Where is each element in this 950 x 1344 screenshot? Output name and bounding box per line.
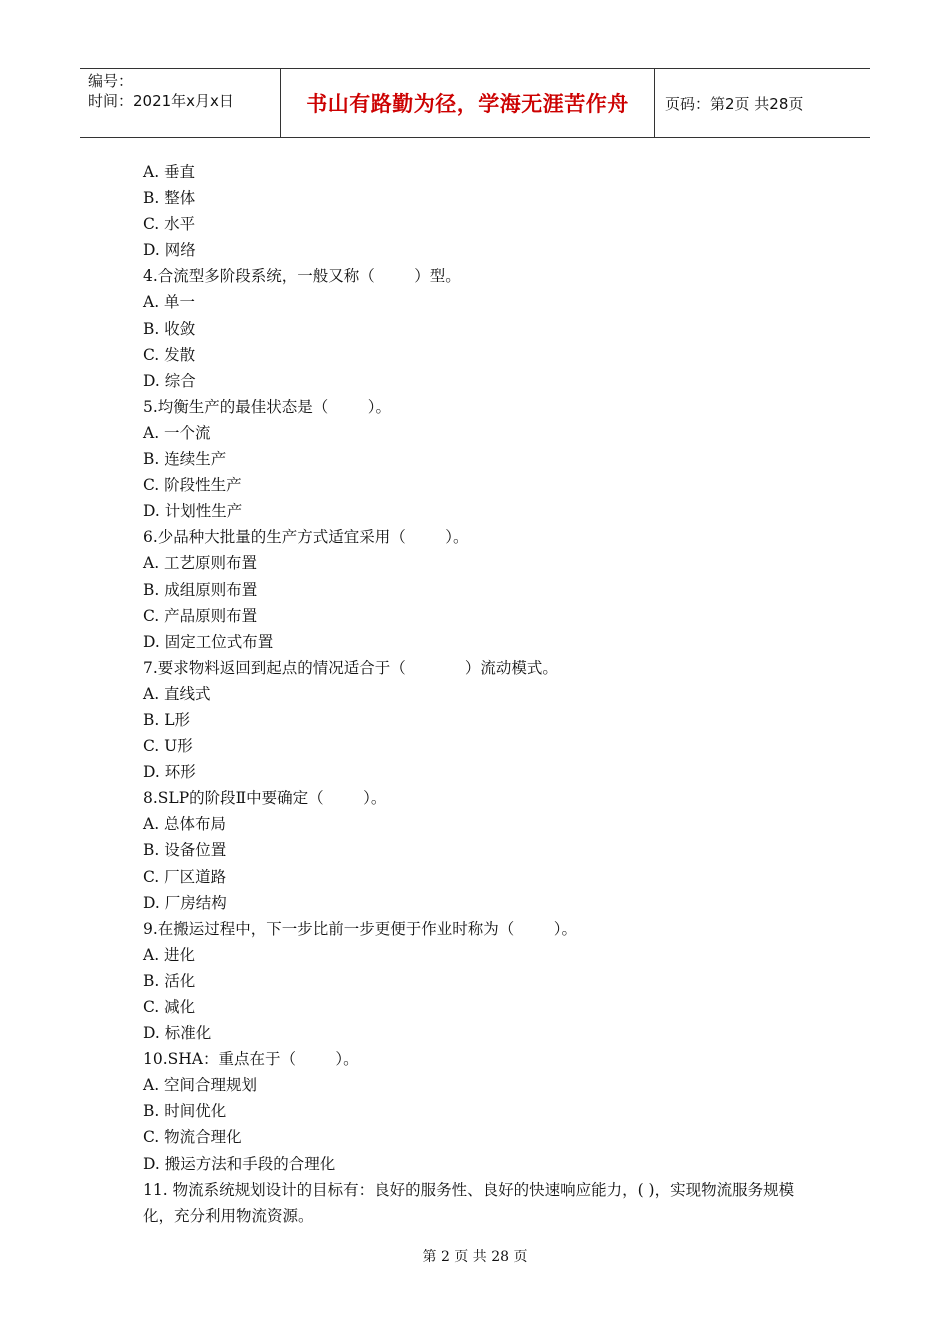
text-line: C. 产品原则布置 (143, 606, 258, 625)
question-9: 9.在搬运过程中，下一步比前一步更便于作业时称为（ ）。 (143, 919, 577, 938)
text-line: D. 计划性生产 (143, 502, 243, 521)
text-line: B. L形 (143, 710, 191, 729)
motto-text: 书山有路勤为径，学海无涯苦作舟 (306, 92, 629, 116)
question-content (143, 159, 823, 1229)
text-line: B. 整体 (143, 189, 196, 208)
question-5: 5.均衡生产的最佳状态是（ ）。 (143, 397, 391, 416)
text-line: B. 活化 (143, 971, 196, 990)
text-line: D. 标准化 (143, 1024, 212, 1043)
time-label: 时间：2021年x月x日 (88, 92, 234, 110)
text-line: D. 环形 (143, 763, 196, 782)
text-line: A. 直线式 (143, 684, 211, 703)
text-line: D. 网络 (143, 241, 196, 260)
question-11: 11. 物流系统规划设计的目标有：良好的服务性、良好的快速响应能力，( )，实现物流服务规模化，充分利用物流资源。 (143, 1180, 795, 1225)
text-line: B. 成组原则布置 (143, 580, 258, 599)
text-line: C. 物流合理化 (143, 1128, 242, 1147)
page-header (80, 68, 870, 138)
text-line: C. 水平 (143, 215, 196, 234)
question-4: 4.合流型多阶段系统，一般又称（ ）型。 (143, 267, 461, 286)
page-code: 页码：第2页 共28页 (665, 94, 804, 113)
text-line: C. 厂区道路 (143, 867, 227, 886)
text-line: A. 一个流 (143, 423, 211, 442)
text-line: D. 固定工位式布置 (143, 632, 274, 651)
text-line: A. 单一 (143, 293, 196, 312)
question-8: 8.SLP的阶段Ⅱ中要确定（ ）。 (143, 789, 387, 808)
text-line: D. 厂房结构 (143, 893, 227, 912)
header-motto-cell (281, 69, 655, 137)
text-line: A. 空间合理规划 (143, 1076, 258, 1095)
text-line: C. 减化 (143, 998, 196, 1016)
text-line: B. 连续生产 (143, 450, 227, 469)
text-line: A. 总体布局 (143, 815, 227, 834)
text-line: B. 时间优化 (143, 1102, 227, 1121)
text-line: B. 收敛 (143, 319, 196, 338)
text-line: A. 工艺原则布置 (143, 554, 258, 573)
text-line: C. 阶段性生产 (143, 476, 242, 495)
text-line: B. 设备位置 (143, 841, 227, 860)
text-line: D. 搬运方法和手段的合理化 (143, 1154, 336, 1173)
number-label: 编号： (88, 72, 134, 90)
text-line: C. 发散 (143, 345, 196, 364)
text-line: C. U形 (143, 737, 193, 756)
question-6: 6.少品种大批量的生产方式适宜采用（ ）。 (143, 528, 469, 547)
question-7: 7.要求物料返回到起点的情况适合于（ ）流动模式。 (143, 658, 558, 677)
text-line: A. 垂直 (143, 163, 196, 181)
header-page-cell (655, 69, 870, 137)
question-10: 10.SHA：重点在于（ ）。 (143, 1050, 359, 1069)
text-line: A. 进化 (143, 945, 196, 964)
page-footer: 第 2 页 共 28 页 (422, 1249, 528, 1265)
text-line: D. 综合 (143, 371, 196, 390)
header-left-cell (80, 69, 281, 137)
